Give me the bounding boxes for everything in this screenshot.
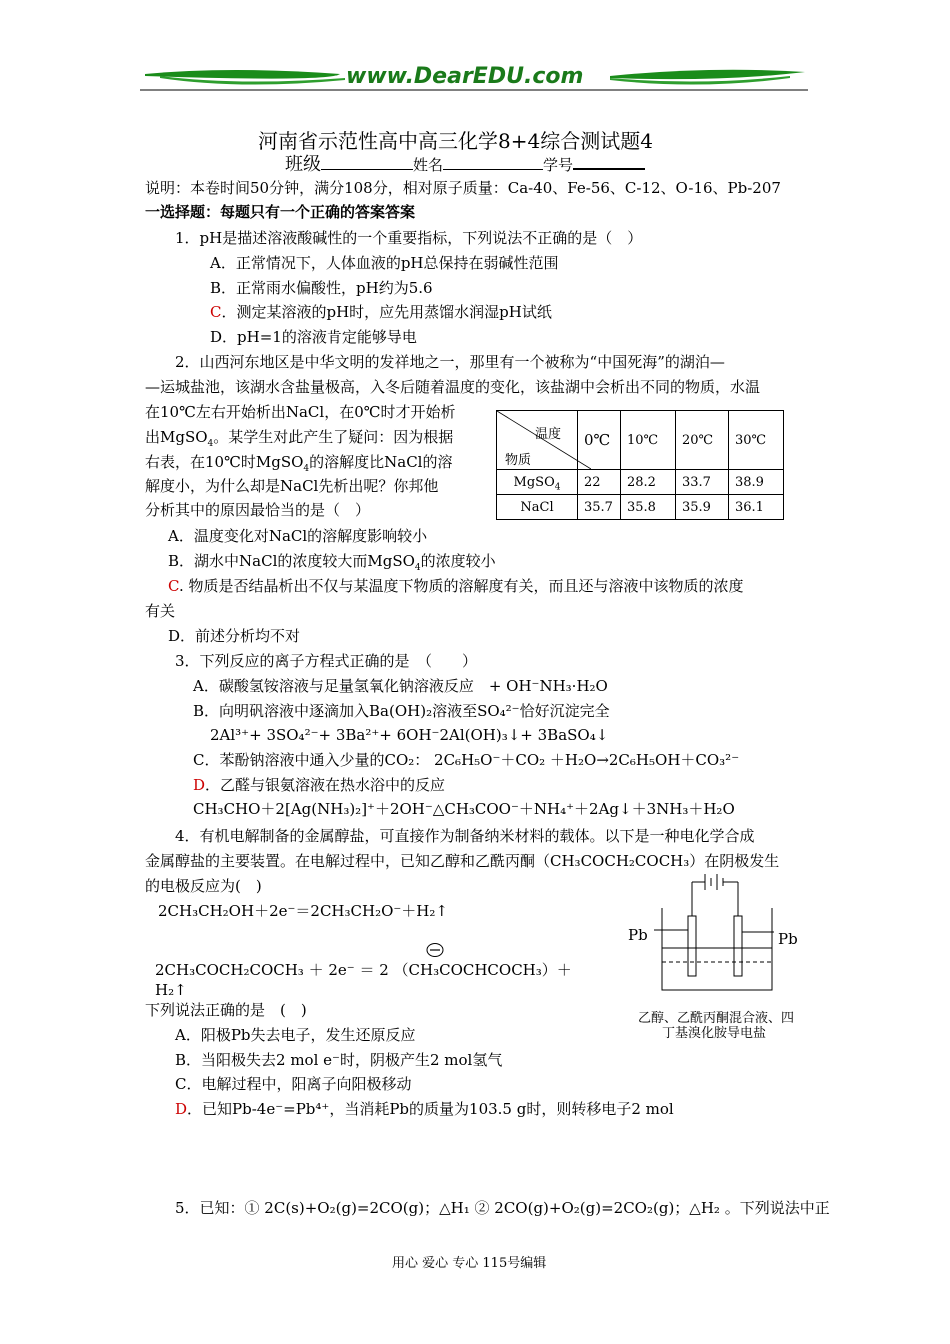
header-0c: 0℃ xyxy=(578,411,621,470)
q4-equation-2b: H₂↑ xyxy=(155,981,187,999)
nacl-30c: 36.1 xyxy=(729,495,784,520)
q2-line4-b: 。某学生对此产生了疑问：因为根据 xyxy=(213,428,454,446)
electrolysis-apparatus xyxy=(632,868,792,1003)
q2-option-a: A．温度变化对NaCl的溶解度影响较小 xyxy=(168,527,428,545)
figure-caption-2: 丁基溴化胺导电盐 xyxy=(662,1026,767,1041)
q2-option-b-text: B．湖水中NaCl的浓度较大而MgSO xyxy=(168,552,415,570)
q4-option-b: B．当阳极失去2 mol e⁻时，阴极产生2 mol氢气 xyxy=(175,1051,503,1069)
q2-option-c-line2: 有关 xyxy=(145,602,176,620)
exam-note: 说明：本卷时间50分钟，满分108分，相对原子质量：Ca-40、Fe-56、C-12、O-16、Pb-207 xyxy=(145,179,781,197)
q4-answer-letter: D xyxy=(175,1100,188,1118)
q4-option-a: A．阳极Pb失去电子，发生还原反应 xyxy=(175,1026,416,1044)
solubility-table-wrap xyxy=(496,410,784,520)
q2-line2: —运城盐池，该湖水含盐量极高，入冬后随着温度的变化，该盐湖中会析出不同的物质，水温 xyxy=(145,378,761,396)
q2-option-c-text: . 物质是否结晶析出不仅与某温度下物质的溶解度有关，而且还与溶液中该物质的浓度 xyxy=(178,577,744,595)
mgso4-0c: 22 xyxy=(578,470,621,495)
row-mgso4-name: MgSO$_4$ xyxy=(497,470,578,495)
corner-top-label: 温度 xyxy=(535,427,562,442)
q1-answer-letter: C xyxy=(210,303,222,321)
q2-line3: 在10℃左右开始析出NaCl，在0℃时才开始析 xyxy=(145,403,456,421)
q3-option-d-text: ．乙醛与银氨溶液在热水浴中的反应 xyxy=(205,776,446,794)
left-swoosh-shape xyxy=(145,70,340,79)
page-title: 河南省示范性高中高三化学8+4综合测试题4 xyxy=(258,129,653,153)
q3-stem: 3．下列反应的离子方程式正确的是 （ ） xyxy=(175,652,478,670)
name-blank[interactable] xyxy=(443,153,543,170)
figure-left-label: Pb xyxy=(628,926,648,944)
id-label: 学号 xyxy=(543,156,574,174)
solubility-table xyxy=(496,410,784,520)
figure-caption-1: 乙醇、乙酰丙酮混合液、四 xyxy=(638,1011,795,1026)
q1-stem: 1．pH是描述溶液酸碱性的一个重要指标，下列说法不正确的是（ ） xyxy=(175,229,643,247)
q1-option-c-text: ．测定某溶液的pH时，应先用蒸馏水润湿pH试纸 xyxy=(221,303,552,321)
header-20c: 20℃ xyxy=(676,411,729,470)
figure-right-label: Pb xyxy=(778,930,798,948)
mgso4-30c: 38.9 xyxy=(729,470,784,495)
name-label: 姓名 xyxy=(413,156,444,174)
q4-line3: 的电极反应为( ) xyxy=(145,877,262,895)
q5-line1: 5．已知：① 2C(s)+O₂(g)=2CO(g)；△H₁ ② 2CO(g)+O₂(g)=2CO₂(g)；△H₂ 。下列说法中正 xyxy=(175,1199,830,1217)
q3-option-c: C．苯酚钠溶液中通入少量的CO₂： 2C₆H₅O⁻＋CO₂ ＋H₂O→2C₆H₅OH＋CO₃²⁻ xyxy=(193,751,740,769)
q4-equation-2: 2CH₃COCH₂COCH₃ ＋ 2e⁻ ＝ 2 （CH₃COCHCOCH₃）＋ xyxy=(155,961,572,979)
q3-answer-letter: D xyxy=(193,776,206,794)
q2-answer-letter: C xyxy=(168,577,179,595)
q1-option-a: A．正常情况下，人体血液的pH总保持在弱碱性范围 xyxy=(210,254,559,272)
q2-option-c xyxy=(168,576,744,596)
q3-option-d-equation: CH₃CHO＋2[Ag(NH₃)₂]⁺＋2OH⁻△CH₃COO⁻＋NH₄⁺＋2Ag↓＋3NH₃＋H₂O xyxy=(193,800,735,818)
q2-line5: 右表，在10℃时MgSO$_4$的溶解度比NaCl的溶 xyxy=(145,453,453,474)
q4-option-c: C．电解过程中，阳离子向阳极移动 xyxy=(175,1075,412,1093)
q3-option-b: B．向明矾溶液中逐滴加入Ba(OH)₂溶液至SO₄²⁻恰好沉淀完全 xyxy=(193,702,610,720)
class-label: 班级 xyxy=(285,154,321,175)
section-heading: 一选择题：每题只有一个正确的答案答案 xyxy=(145,203,416,221)
q1-option-b: B．正常雨水偏酸性，pH约为5.6 xyxy=(210,279,433,297)
row-nacl-name: NaCl xyxy=(497,495,578,520)
class-blank[interactable] xyxy=(321,153,413,170)
page-header xyxy=(140,62,810,94)
info-line xyxy=(285,152,645,176)
header-30c: 30℃ xyxy=(729,411,784,470)
q3-option-d xyxy=(193,775,445,795)
q2-line1: 2．山西河东地区是中华文明的发祥地之一，那里有一个被称为“中国死海”的湖泊— xyxy=(175,353,725,371)
q4-equation-1: 2CH₃CH₂OH＋2e⁻＝2CH₃CH₂O⁻＋H₂↑ xyxy=(158,902,448,920)
q1-option-c xyxy=(210,302,552,322)
q4-option-d-text: ．已知Pb-4e⁻=Pb⁴⁺，当消耗Pb的质量为103.5 g时，则转移电子2 mol xyxy=(187,1100,674,1118)
q2-line5-a: 右表，在10℃时MgSO xyxy=(145,453,304,471)
nacl-20c: 35.9 xyxy=(676,495,729,520)
q4-ask: 下列说法正确的是 ( ) xyxy=(145,1001,307,1019)
q2-line5-b: 的溶解度比NaCl的溶 xyxy=(309,453,453,471)
q1-option-d: D．pH=1的溶液肯定能够导电 xyxy=(210,328,417,346)
page-footer: 用心 爱心 专心 115号编辑 xyxy=(392,1256,547,1271)
q2-line4: 出MgSO$_4$。某学生对此产生了疑问：因为根据 xyxy=(145,428,454,449)
q2-option-b: B．湖水中NaCl的浓度较大而MgSO$_4$的浓度较小 xyxy=(168,552,496,573)
nacl-0c: 35.7 xyxy=(578,495,621,520)
q2-line4-a: 出MgSO xyxy=(145,428,208,446)
table-corner xyxy=(497,411,578,470)
id-blank[interactable] xyxy=(573,152,645,170)
q4-line2: 金属醇盐的主要装置。在电解过程中，已知乙醇和乙酰丙酮（CH₃COCH₂COCH₃）在阴极发生 xyxy=(145,852,780,870)
q2-option-b-tail: 的浓度较小 xyxy=(420,552,496,570)
corner-bottom-label: 物质 xyxy=(505,453,532,468)
mgso4-20c: 33.7 xyxy=(676,470,729,495)
q3-option-b-equation: 2Al³⁺+ 3SO₄²⁻+ 3Ba²⁺+ 6OH⁻2Al(OH)₃↓+ 3BaSO₄↓ xyxy=(210,726,609,744)
q4-option-d xyxy=(175,1099,674,1119)
negative-charge-icon xyxy=(425,942,445,958)
q2-line7: 分析其中的原因最恰当的是（ ） xyxy=(145,501,371,519)
header-10c: 10℃ xyxy=(621,411,676,470)
site-logo: www.DearEDU.com xyxy=(346,64,584,89)
q4-line1: 4．有机电解制备的金属醇盐，可直接作为制备纳米材料的载体。以下是一种电化学合成 xyxy=(175,827,755,845)
q2-option-d: D．前述分析均不对 xyxy=(168,627,301,645)
mgso4-10c: 28.2 xyxy=(621,470,676,495)
nacl-10c: 35.8 xyxy=(621,495,676,520)
q3-option-a: A．碳酸氢铵溶液与足量氢氧化钠溶液反应 + OH⁻NH₃·H₂O xyxy=(193,677,608,695)
q2-line6: 解度小，为什么却是NaCl先析出呢？你邦他 xyxy=(145,477,439,495)
